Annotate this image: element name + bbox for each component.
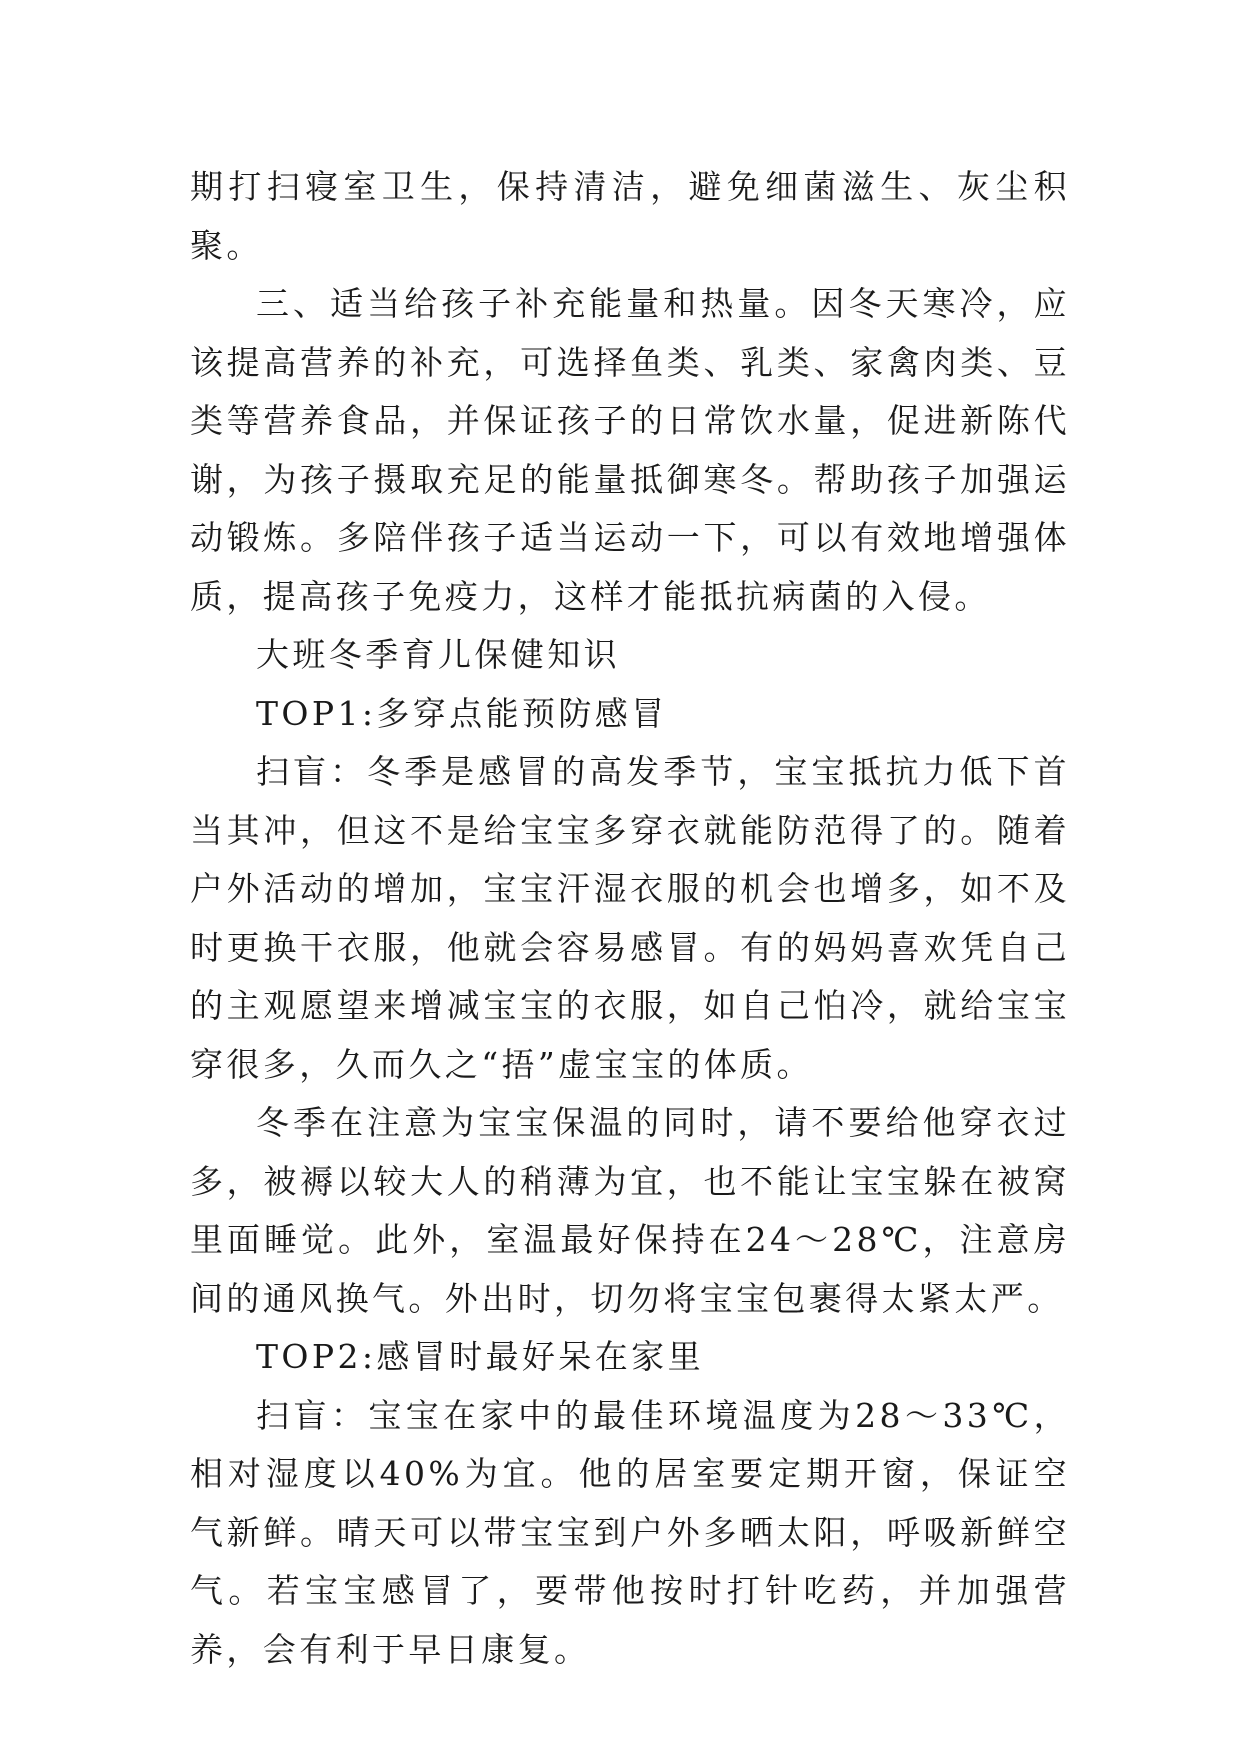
section-heading: 大班冬季育儿保健知识 <box>256 635 620 674</box>
paragraph-top1-advice: 冬季在注意为宝宝保温的同时，请不要给他穿衣过多，被褥以较大人的稍薄为宜，也不能让宝宝躲在被窝里面睡觉。此外，室温最好保持在24～28℃，注意房间的通风换气。外出时，切勿将宝宝包裹得太紧太严。 <box>190 1103 1070 1318</box>
paragraph-hygiene-continued: 期打扫寝室卫生，保持清洁，避免细菌滋生、灰尘积聚。 <box>190 167 1070 265</box>
topic-heading-top2: TOP2:感冒时最好呆在家里 <box>256 1337 704 1376</box>
paragraph-top1-explanation: 扫盲：冬季是感冒的高发季节，宝宝抵抗力低下首当其冲，但这不是给宝宝多穿衣就能防范得了的。随着户外活动的增加，宝宝汗湿衣服的机会也增多，如不及时更换干衣服，他就会容易感冒。有的妈妈喜欢凭自己的主观愿望来增减宝宝的衣服，如自己怕冷，就给宝宝穿很多，久而久之“捂”虚宝宝的体质。 <box>190 752 1070 1084</box>
paragraph-nutrition-exercise: 三、适当给孩子补充能量和热量。因冬天寒冷，应该提高营养的补充，可选择鱼类、乳类、家禽肉类、豆类等营养食品，并保证孩子的日常饮水量，促进新陈代谢，为孩子摄取充足的能量抵御寒冬。帮助孩子加强运动锻炼。多陪伴孩子适当运动一下，可以有效地增强体质，提高孩子免疫力，这样才能抵抗病菌的入侵。 <box>190 284 1070 616</box>
topic-heading-top1: TOP1:多穿点能预防感冒 <box>256 693 668 733</box>
document-body <box>190 158 1070 1679</box>
paragraph-top2-explanation: 扫盲：宝宝在家中的最佳环境温度为28～33℃，相对湿度以40%为宜。他的居室要定期开窗，保证空气新鲜。晴天可以带宝宝到户外多晒太阳，呼吸新鲜空气。若宝宝感冒了，要带他按时打针吃药，并加强营养，会有利于早日康复。 <box>190 1395 1070 1669</box>
